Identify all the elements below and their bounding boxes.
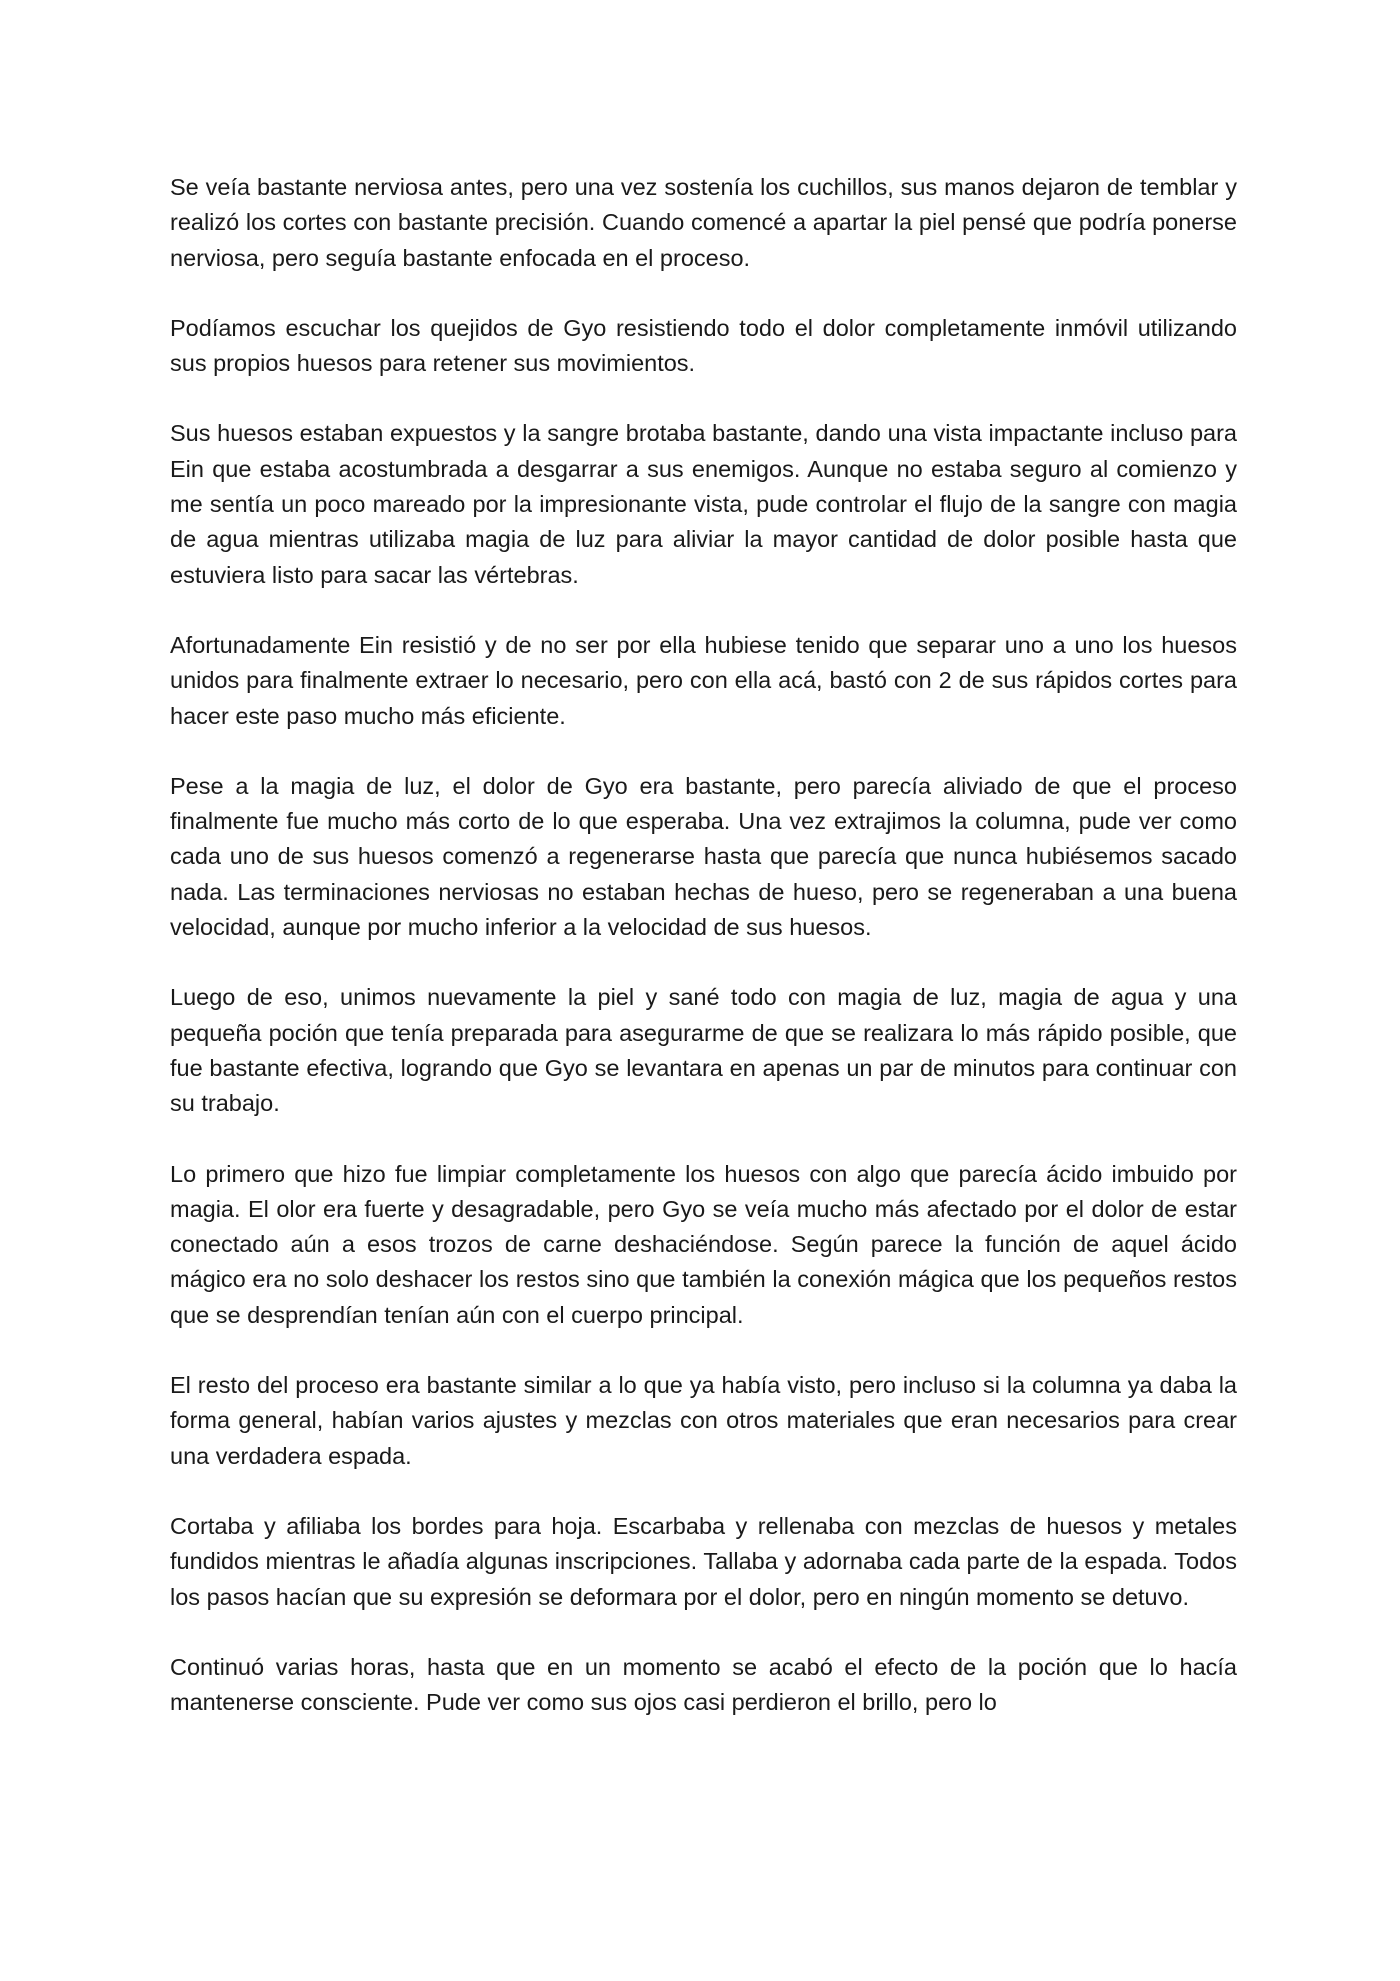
paragraph-10: Continuó varias horas, hasta que en un momento se acabó el efecto de la poción que lo hacía mantenerse consciente. Pude ver como sus ojos casi perdieron el brillo, pero lo	[170, 1653, 1237, 1716]
paragraph-3: Sus huesos estaban expuestos y la sangre brotaba bastante, dando una vista impactante incluso para Ein que estaba acostumbrada a desgarrar a sus enemigos. Aunque no estaba seguro al comienzo y me sentía un poco mareado por la impresionante vista, pude controlar el flujo de la sangre con magia de agua mientras utilizaba magia de luz para aliviar la mayor cantidad de dolor posible hasta que estuviera listo para sacar las vértebras.	[170, 420, 1237, 588]
paragraph-2: Podíamos escuchar los quejidos de Gyo resistiendo todo el dolor completamente inmóvil utilizando sus propios huesos para retener sus movimientos.	[170, 314, 1237, 377]
paragraph-6: Luego de eso, unimos nuevamente la piel y sané todo con magia de luz, magia de agua y una pequeña poción que tenía preparada para asegurarme de que se realizara lo más rápido posible, que fue bastante efectiva, logrando que Gyo se levantara en apenas un par de minutos para continuar con su trabajo.	[170, 984, 1237, 1117]
paragraph-1: Se veía bastante nerviosa antes, pero una vez sostenía los cuchillos, sus manos dejaron de temblar y realizó los cortes con bastante precisión. Cuando comencé a apartar la piel pensé que podría ponerse nerviosa, pero seguía bastante enfocada en el proceso.	[170, 174, 1237, 271]
text-body	[170, 170, 1237, 1755]
paragraph-5: Pese a la magia de luz, el dolor de Gyo era bastante, pero parecía aliviado de que el proceso finalmente fue mucho más corto de lo que esperaba. Una vez extrajimos la columna, pude ver como cada uno de sus huesos comenzó a regenerarse hasta que parecía que nunca hubiésemos sacado nada. Las terminaciones nerviosas no estaban hechas de hueso, pero se regeneraban a una buena velocidad, aunque por mucho inferior a la velocidad de sus huesos.	[170, 772, 1237, 941]
paragraph-7: Lo primero que hizo fue limpiar completamente los huesos con algo que parecía ácido imbuido por magia. El olor era fuerte y desagradable, pero Gyo se veía mucho más afectado por el dolor de estar conectado aún a esos trozos de carne deshaciéndose. Según parece la función de aquel ácido mágico era no solo deshacer los restos sino que también la conexión mágica que los pequeños restos que se desprendían tenían aún con el cuerpo principal.	[170, 1160, 1237, 1328]
paragraph-8: El resto del proceso era bastante similar a lo que ya había visto, pero incluso si la columna ya daba la forma general, habían varios ajustes y mezclas con otros materiales que eran necesarios para crear una verdadera espada.	[170, 1372, 1237, 1469]
paragraph-9: Cortaba y afiliaba los bordes para hoja. Escarbaba y rellenaba con mezclas de huesos y metales fundidos mientras le añadía algunas inscripciones. Tallaba y adornaba cada parte de la espada. Todos los pasos hacían que su expresión se deformara por el dolor, pero en ningún momento se detuvo.	[170, 1512, 1237, 1610]
paragraph-4: Afortunadamente Ein resistió y de no ser por ella hubiese tenido que separar uno a uno los huesos unidos para finalmente extraer lo necesario, pero con ella acá, bastó con 2 de sus rápidos cortes para hacer este paso mucho más eficiente.	[170, 631, 1237, 729]
